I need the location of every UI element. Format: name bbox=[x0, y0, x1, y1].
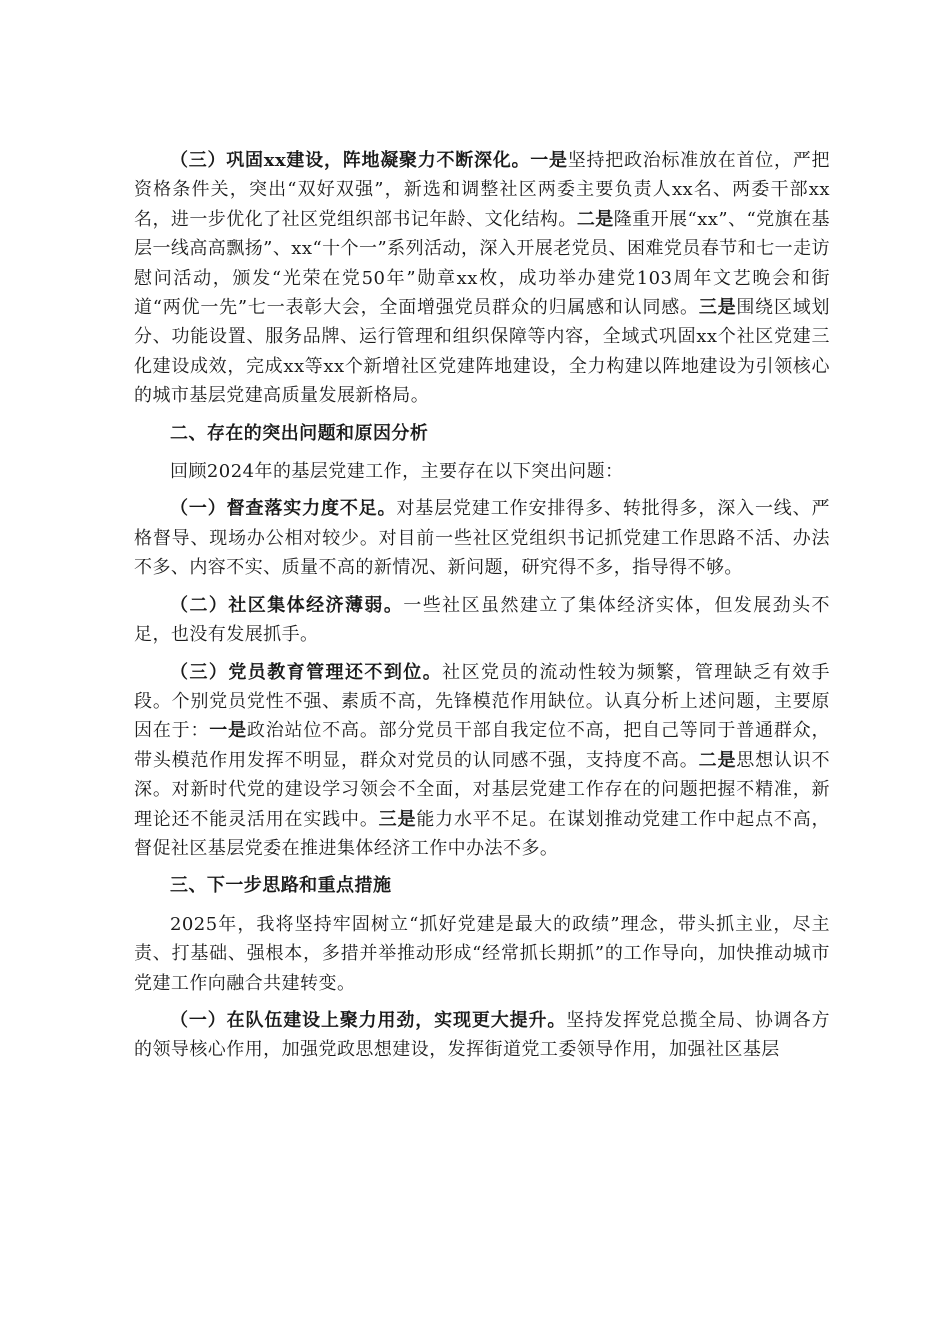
bold-text-run: 二是 bbox=[698, 749, 737, 771]
paragraph bbox=[134, 591, 830, 650]
text-run: 回顾2024年的基层党建工作，主要存在以下突出问题： bbox=[170, 461, 624, 483]
paragraph bbox=[134, 910, 830, 998]
text-run: 2025年，我将坚持牢固树立“抓好党建是最大的政绩”理念，带头抓主业，尽主责、打基础、强根本，多措并举推动形成“经常抓长期抓”的工作导向，加快推动城市党建工作向融合共建转变。 bbox=[134, 913, 830, 994]
bold-text-run: （二）社区集体经济薄弱。 bbox=[170, 594, 404, 616]
text-run: 坚持发挥党总揽全局、协调各方的领导核心作用，加强党政思想建设，发挥街道党工委领导作用，加强社区基层 bbox=[134, 1009, 830, 1061]
text-run: 坚持把政治标准放在首位，严把资格条件关，突出“双好双强”，新选和调整社区两委主要负责人xx名、两委干部xx名，进一步优化了社区党组织部书记年龄、文化结构。 bbox=[134, 150, 830, 230]
text-run: 一些社区虽然建立了集体经济实体，但发展劲头不足，也没有发展抓手。 bbox=[134, 594, 830, 646]
text-run: 隆重开展“xx”、“党旗在基层一线高高飘扬”、xx“十个一”系列活动，深入开展老党员、困难党员春节和七一走访慰问活动，颁发“光荣在党50年”勋章xx枚，成功举办建党103周年文艺晚会和街道“两优一先”七一表彰大会，全面增强党员群众的归属感和认同感。 bbox=[134, 208, 830, 319]
text-run: 围绕区域划分、功能设置、服务品牌、运行管理和组织保障等内容，全域式巩固xx个社区党建三化建设成效，完成xx等xx个新增社区党建阵地建设，全力构建以阵地建设为引领核心的城市基层党建高质量发展新格局。 bbox=[134, 297, 830, 407]
section-heading bbox=[134, 871, 830, 900]
paragraph bbox=[134, 658, 830, 864]
text-run: 社区党员的流动性较为频繁，管理缺乏有效手段。个别党员党性不强、素质不高，先锋模范作用缺位。认真分析上述问题，主要原因在于： bbox=[134, 661, 830, 742]
text-run: 政治站位不高。部分党员干部自我定位不高，把自己等同于普通群众，带头模范作用发挥不明显，群众对党员的认同感不强，支持度不高。 bbox=[134, 720, 830, 771]
paragraph bbox=[134, 1006, 830, 1065]
paragraph bbox=[134, 494, 830, 582]
bold-text-run: 三是 bbox=[698, 297, 737, 319]
bold-text-run: 三、下一步思路和重点措施 bbox=[170, 875, 392, 897]
bold-text-run: （一）在队伍建设上聚力用劲，实现更大提升。 bbox=[170, 1009, 567, 1031]
document-body bbox=[134, 146, 830, 1073]
text-run: 能力水平不足。在谋划推动党建工作中起点不高，督促社区基层党委在推进集体经济工作中办法不多。 bbox=[134, 808, 830, 859]
bold-text-run: （三）巩固xx建设，阵地凝聚力不断深化。 bbox=[170, 150, 531, 171]
bold-text-run: 二、存在的突出问题和原因分析 bbox=[170, 422, 429, 444]
paragraph bbox=[134, 457, 830, 486]
bold-text-run: 二是 bbox=[576, 208, 614, 230]
bold-text-run: 一是 bbox=[530, 150, 568, 171]
bold-text-run: 一是 bbox=[209, 720, 247, 742]
bold-text-run: （三）党员教育管理还不到位。 bbox=[170, 661, 443, 683]
text-run: 对基层党建工作安排得多、转批得多，深入一线、严格督导、现场办公相对较少。对目前一些社区党组织书记抓党建工作思路不活、办法不多、内容不实、质量不高的新情况、新问题，研究得不多，指导得不够。 bbox=[134, 498, 830, 579]
bold-text-run: 三是 bbox=[378, 808, 417, 830]
text-run: 思想认识不深。对新时代党的建设学习领会不全面，对基层党建工作存在的问题把握不精准，新理论还不能灵活用在实践中。 bbox=[134, 749, 831, 830]
bold-text-run: （一）督查落实力度不足。 bbox=[170, 498, 397, 520]
section-heading bbox=[134, 419, 830, 448]
paragraph bbox=[134, 146, 830, 411]
